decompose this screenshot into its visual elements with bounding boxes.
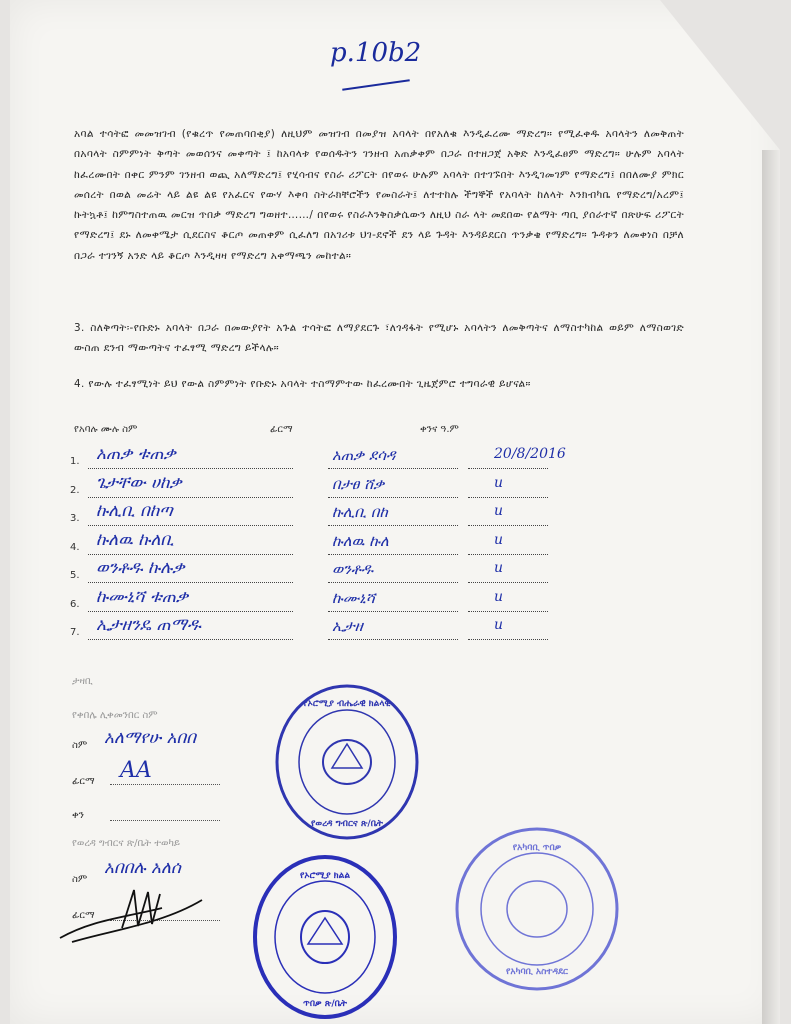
member-date: 20/8/2016 [494,446,566,462]
signature-label-1: ፊርማ [72,776,95,787]
member-signature: ኩለዉ ኩለ [332,531,389,550]
protection-office-stamp [250,852,400,1022]
member-date: u [494,474,504,491]
member-number: 3. [70,513,80,524]
signature-label-2: ፊርማ [72,910,95,921]
member-number: 7. [70,627,80,638]
member-date: u [494,617,504,633]
date-line [468,611,548,612]
member-signature: ኢታዘ [332,617,363,635]
official-1-name: አለማየሁ አበበ [104,728,196,748]
stamp-3-top: የአካባቢ ጥበቃ [512,843,562,853]
environment-office-stamp [452,824,622,994]
name-line [88,582,293,583]
member-signature: በታፀ ሸቃ [332,474,385,493]
role-label-1: የቀበሌ ሊቀመንበር ስም [72,710,158,721]
name-column-header: የአባሉ ሙሉ ስም [74,424,138,435]
member-date: u [494,531,504,548]
signature-line [328,525,458,526]
date-line [468,639,548,640]
signature-line [328,611,458,612]
member-number: 6. [70,598,80,610]
official-2-signature [52,880,212,950]
name-line [88,468,293,469]
official-seal-stamp [272,682,422,842]
date-line [468,497,548,498]
handwritten-note: p.10b2 [330,38,422,68]
member-row [70,586,570,617]
signature-line-1 [110,784,220,785]
name-line [88,497,293,498]
signature-line [328,497,458,498]
date-line [468,582,548,583]
signature-column-header: ፊርማ [270,424,293,435]
name-label-2: ስም [72,874,88,885]
name-line [88,525,293,526]
member-name: ኩሊቢ በከጣ [96,501,173,521]
date-line [468,525,548,526]
member-date: u [494,588,504,605]
member-signature: አጠቃ ደሳዳ [332,446,396,464]
witness-label: ታዛቢ [72,676,93,687]
validity-clause: 4. የውሉ ተፈፃሚነት ይህ የውል ስምምነት የቡድኑ አባላት ተስማምተው ከፈረሙበት ጊዜጀምሮ ተግባራዊ ይሆናል። [74,378,531,390]
signature-line [328,554,458,555]
name-line [88,611,293,612]
member-row [70,472,570,503]
signature-line [328,468,458,469]
name-label-1: ስም [72,740,88,751]
member-signature: ወንቶዱ [332,560,374,578]
date-line [468,554,548,555]
contract-paragraph-1: አባል ተሳትፎ መመዝገብ (የቁረጥ የመጠባበቂያ) ለዚህም መዝገብ በመያዝ አባላት በየአለቁ እንዲፈረሙ ማድረግ። የሚፈቀዱ አባላትን ለመቅጠት በአባላት ስምምነት ቅጣት መወሰንና መቀጣት ፤ ከአባላቱ የወሰዱትን ገንዘብ አጠቃቀም በጋራ በተዘጋጀ አቅድ እንዲፈፀም ማድረግ። ሁሉም አባላት ከፈረሙበት በቀር ምንም ገንዘብ ወጪ አለማድረግ፤ የሂሳብና የስራ ሪፖርት በየወሩ ሁሉም አባላት በተገኙበት እንዲገመገም የማድረግ፤ በበለሙያ ምክር መሰረት በወል መሬት ላይ ልዩ ልዩ የአፈርና የውሃ እቀባ ስትራክቸሮችን የመስራት፤ ለተተከሉ ችግኞች የአባላት ከለላት እንክብካቤ የማድረግ/አረም፤ ኩትኳቶ፤ ከምግስተጠዉ መርዝ ጥበቃ ማድረግ ግወዘተ……/ በየወሩ የስራእንቅስቃሴውን ለዚህ ስራ ላት መደበው የልማት ጣቢ ያሰራተኛ በጽሁፍ ሪፖርት የማድረግ፤ ደኑ ለመቀሜታ ሲደርስና ቆርጦ መጠቀም ሲፈለግ በአገሪቱ ህገ-ደኖች ደን ላይ ጉዳት እንዳይደርስ ጥንቃቄ የማድረግ። ጉዳቱን ለመቀነስ በቻለ በጋራ ተገንኝ አንድ ላይ ቆርጦ እንዲዛዛ የማድረግ አቀማጫን መከተል። [74,128,684,262]
member-signature: ኩሊቢ በከ [332,503,388,521]
member-name: ኢታዘንዴ ጠማዱ [96,615,201,635]
date-line [468,468,548,469]
member-row [70,529,570,560]
date-column-header: ቀንና ዓ.ም [420,424,459,435]
name-line [88,554,293,555]
stamp-1-top: የኦሮሚያ ብሔራዊ ክልላዊ [303,699,391,709]
member-name: ኩለዉ ኩለቢ [96,529,174,550]
date-line-1 [110,820,220,821]
signature-line [328,639,458,640]
member-row [70,444,570,474]
date-label-1: ቀን [72,810,84,821]
member-signature: ኩሙኒሻ [332,588,376,607]
member-number: 4. [70,541,80,553]
member-row [70,615,570,645]
member-date: u [494,503,504,519]
stamp-1-bottom: የወረዳ ግብርና ጽ/ቤት [311,819,383,829]
stamp-2-bottom: ጥበቃ ጽ/ቤት [303,999,347,1009]
member-date: u [494,560,504,576]
member-name: አጠቃ ቱጠቃ [96,444,176,464]
signature-line [328,582,458,583]
stamp-3-bottom: የአካባቢ አስተዳደር [505,967,569,977]
member-name: ወንቶዱ ኩሉቃ [96,558,185,578]
member-row [70,558,570,588]
official-2-name: አበበሉ አለሰ [104,858,181,878]
member-number: 2. [70,484,80,496]
member-number: 5. [70,570,80,581]
member-name: ጌታቸው ሀከቃ [96,472,182,493]
member-row [70,501,570,531]
stamp-2-top: የኦሮሚያ ክልል [299,871,351,881]
role-label-2: የወረዳ ግብርና ጽ/ቤት ተወካይ [72,838,181,849]
name-line [88,639,293,640]
member-number: 1. [70,456,80,467]
member-name: ኩሙኒሻ ቱጠቃ [96,586,189,607]
paper-edge [762,150,780,1024]
official-1-signature: AA [120,758,152,783]
penalty-clause: 3. ስለቅጣት፡-የቡድኑ አባላት በጋራ በመውያየት አጉል ተሳትፎ ለማያደርጉ ፣ለጎዳፋት የሚሆኑ አባላትን ለመቅጣትና ለማስተካከል ወይም ለማስወገድ ውስጠ ደንብ ማውጣትና ተፈፃሚ ማድረግ ይችላሉ። [74,322,684,355]
